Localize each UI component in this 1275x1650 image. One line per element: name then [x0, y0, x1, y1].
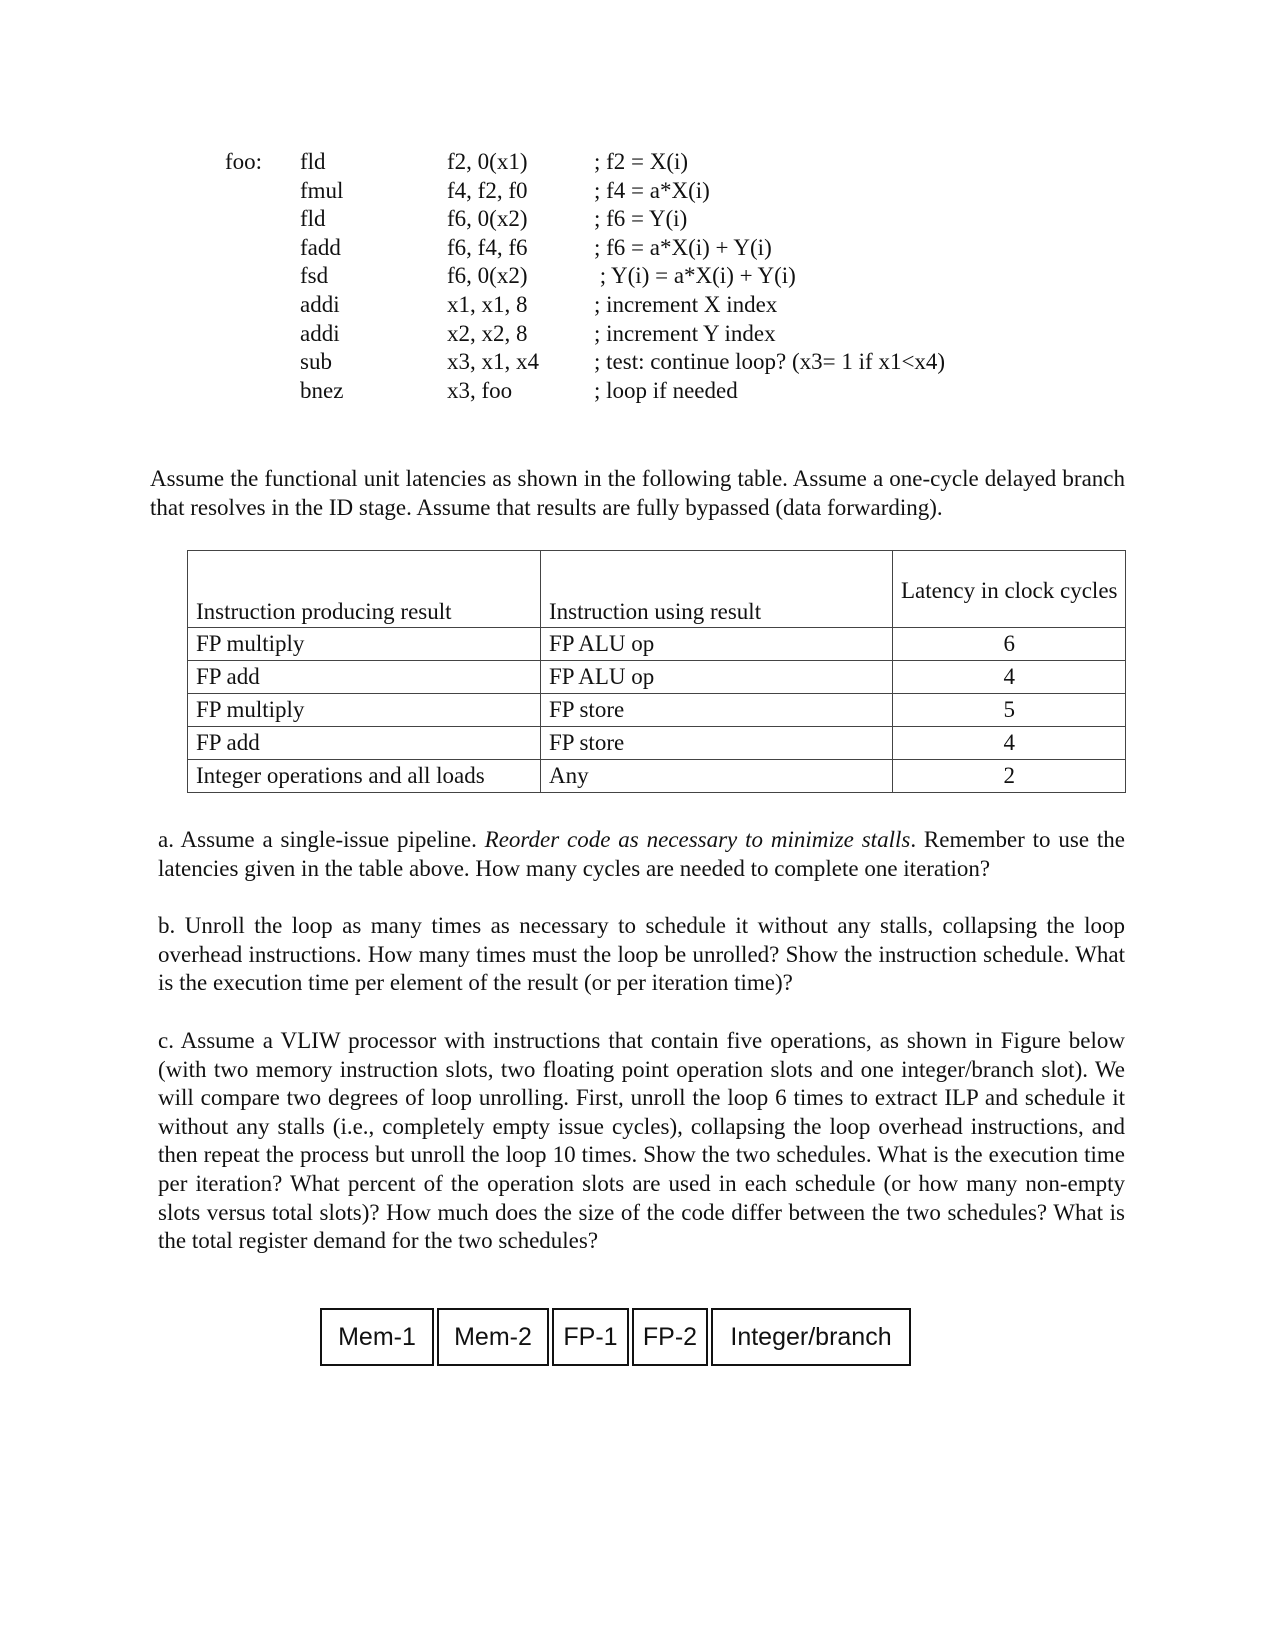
- code-operands: f2, 0(x1): [447, 149, 528, 174]
- cell-latency: 4: [893, 661, 1126, 694]
- code-comment: ; f2 = X(i): [594, 149, 689, 174]
- question-a-emphasis: Reorder code as necessary to minimize stalls: [484, 827, 911, 852]
- table-row: [188, 628, 1126, 661]
- question-a-prefix: a. Assume a single-issue pipeline.: [158, 827, 485, 852]
- table-row: [188, 661, 1126, 694]
- cell-using: FP store: [541, 694, 893, 727]
- code-label: foo:: [225, 149, 263, 174]
- code-opcode: fld: [300, 206, 326, 232]
- code-operands: f6, 0(x2): [447, 206, 528, 232]
- slot-mem-1: Mem-1: [320, 1308, 434, 1366]
- code-opcode: fsd: [300, 263, 329, 289]
- question-a-suffix: . Remember to use the latencies given in the table above. How many cycles are needed to complete one iteration?: [158, 827, 1125, 881]
- cell-producing: FP add: [188, 661, 541, 694]
- cell-using: FP ALU op: [541, 661, 893, 694]
- cell-producing: Integer operations and all loads: [188, 760, 541, 793]
- question-a: [158, 826, 1125, 883]
- code-operands: x1, x1, 8: [447, 291, 528, 317]
- code-opcode: fld: [300, 149, 326, 174]
- code-opcode: addi: [300, 320, 340, 346]
- code-opcode: bnez: [300, 377, 344, 403]
- header-using: Instruction using result: [541, 551, 893, 628]
- code-operands: x3, foo: [447, 377, 513, 403]
- vliw-slot-figure: [320, 1308, 911, 1366]
- table-header-row: [188, 551, 1126, 628]
- header-producing: Instruction producing result: [188, 551, 541, 628]
- cell-producing: FP multiply: [188, 628, 541, 661]
- question-b: b. Unroll the loop as many times as necessary to schedule it without any stalls, collapsing the loop overhead instructions. How many times must the loop be unrolled? Show the instruction schedule. What is the execution time per element of the result (or per iteration time)?: [158, 913, 1125, 996]
- code-comment: ; increment Y index: [594, 320, 776, 346]
- cell-latency: 6: [893, 628, 1126, 661]
- code-comment: ; loop if needed: [594, 377, 738, 403]
- table-row: [188, 760, 1126, 793]
- code-comment: ; f6 = Y(i): [594, 206, 688, 232]
- code-comment: ; Y(i) = a*X(i) + Y(i): [594, 263, 796, 289]
- cell-producing: FP add: [188, 727, 541, 760]
- code-opcode: fmul: [300, 177, 344, 203]
- slot-integer-branch: Integer/branch: [711, 1308, 911, 1366]
- code-operands: f4, f2, f0: [447, 177, 528, 203]
- cell-latency: 4: [893, 727, 1126, 760]
- code-comment: ; increment X index: [594, 291, 778, 317]
- code-opcode: fadd: [300, 234, 341, 260]
- cell-using: FP store: [541, 727, 893, 760]
- cell-using: Any: [541, 760, 893, 793]
- code-comment: ; f4 = a*X(i): [594, 177, 710, 203]
- slot-fp-2: FP-2: [632, 1308, 708, 1366]
- code-comment: ; f6 = a*X(i) + Y(i): [594, 234, 772, 260]
- code-operands: f6, f4, f6: [447, 234, 528, 260]
- cell-using: FP ALU op: [541, 628, 893, 661]
- table-row: [188, 694, 1126, 727]
- header-latency: Latency in clock cycles: [893, 551, 1126, 628]
- table-row: [188, 727, 1126, 760]
- code-operands: x3, x1, x4: [447, 349, 539, 375]
- code-comment: ; test: continue loop? (x3= 1 if x1<x4): [594, 349, 946, 375]
- cell-producing: FP multiply: [188, 694, 541, 727]
- latency-table: [187, 550, 1126, 793]
- code-opcode: addi: [300, 291, 340, 317]
- slot-fp-1: FP-1: [552, 1308, 629, 1366]
- intro-paragraph: Assume the functional unit latencies as shown in the following table. Assume a one-cycle delayed branch that resolves in the ID stage. Assume that results are fully bypassed (data forwarding).: [150, 466, 1125, 520]
- question-c: c. Assume a VLIW processor with instructions that contain five operations, as shown in Figure below (with two memory instruction slots, two floating point operation slots and one integer/branch slot). We will compare two degrees of loop unrolling. First, unroll the loop 6 times to extract ILP and schedule it without any stalls (i.e., completely empty issue cycles), collapsing the loop overhead instructions, and then repeat the process but unroll the loop 10 times. Show the two schedules. What is the execution time per iteration? What percent of the operation slots are used in each schedule (or how many non-empty slots versus total slots)? How much does the size of the code differ between the two schedules? What is the total register demand for the two schedules?: [158, 1028, 1125, 1254]
- code-operands: f6, 0(x2): [447, 263, 528, 289]
- code-operands: x2, x2, 8: [447, 320, 528, 346]
- slot-mem-2: Mem-2: [437, 1308, 549, 1366]
- cell-latency: 2: [893, 760, 1126, 793]
- code-opcode: sub: [300, 349, 332, 375]
- cell-latency: 5: [893, 694, 1126, 727]
